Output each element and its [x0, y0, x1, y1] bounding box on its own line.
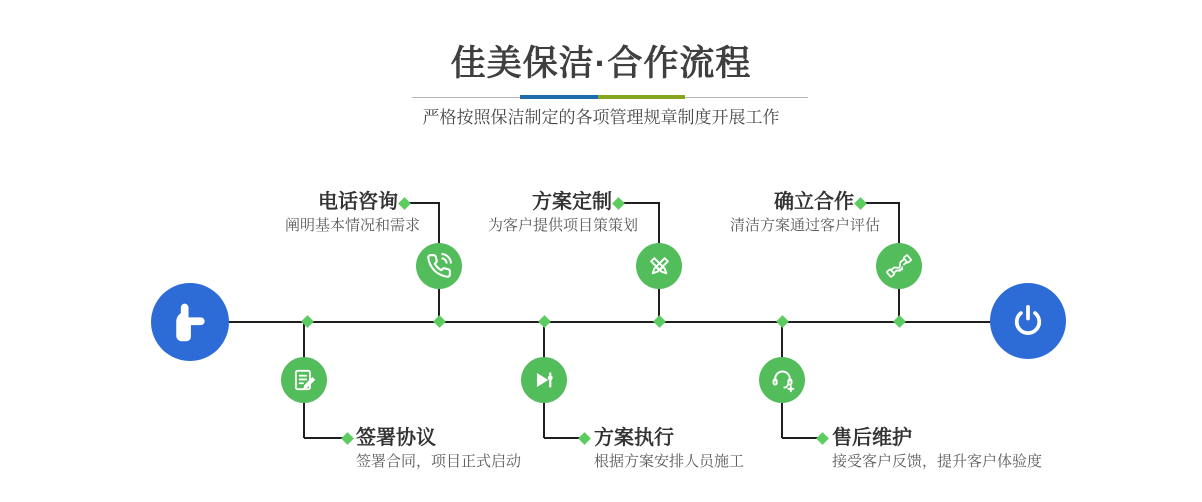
handshake-icon [883, 250, 915, 282]
junction-diamond [433, 315, 446, 328]
step-node-plan-execute [521, 357, 567, 403]
crossed-pencils-icon [646, 253, 673, 280]
step-node-establish-cooperation [876, 243, 922, 289]
step-label-plan-execute [594, 427, 744, 471]
step-label-sign-agreement [356, 427, 521, 471]
step-title: 电话咨询 [318, 191, 398, 213]
step-title: 确立合作 [774, 191, 854, 213]
step-desc: 根据方案安排人员施工 [594, 453, 745, 470]
headset-add-icon [769, 367, 796, 394]
flow-end-node [990, 283, 1066, 359]
flow-start-node [151, 283, 229, 361]
document-pen-icon [291, 367, 317, 393]
step-desc: 签署合同，项目正式启动 [356, 453, 522, 470]
step-label-plan-customize [488, 191, 638, 235]
step-title: 签署协议 [356, 427, 436, 449]
step-desc: 阐明基本情况和需求 [284, 217, 420, 234]
pointing-hand-icon [168, 300, 212, 344]
step-label-aftersales-maintain [832, 427, 1042, 471]
label-diamond [341, 432, 354, 445]
step-node-aftersales-maintain [759, 357, 805, 403]
junction-diamond [776, 315, 789, 328]
label-diamond [816, 432, 829, 445]
step-node-phone-consult [416, 243, 462, 289]
step-title: 售后维护 [832, 427, 912, 449]
step-title: 方案执行 [594, 427, 674, 449]
step-node-sign-agreement [281, 357, 327, 403]
divider-blue-segment [520, 95, 598, 99]
step-node-plan-customize [636, 243, 682, 289]
step-desc: 接受客户反馈，提升客户体验度 [832, 453, 1043, 470]
label-diamond [578, 432, 591, 445]
junction-diamond [893, 315, 906, 328]
junction-diamond [653, 315, 666, 328]
divider-green-segment [598, 95, 685, 99]
phone-call-icon [426, 253, 452, 279]
step-title: 方案定制 [532, 191, 612, 213]
step-label-establish-cooperation [730, 191, 880, 235]
page-title: 佳美保洁·合作流程 [450, 44, 752, 83]
power-icon [1008, 301, 1048, 341]
page-subtitle: 严格按照保洁制定的各项管理规章制度开展工作 [422, 108, 780, 127]
step-desc: 为客户提供项目策策划 [487, 217, 638, 234]
step-desc: 清洁方案通过客户评估 [729, 217, 880, 234]
title-divider-accent [520, 95, 685, 99]
junction-diamond [538, 315, 551, 328]
step-label-phone-consult [285, 191, 420, 235]
play-next-icon [531, 367, 557, 393]
